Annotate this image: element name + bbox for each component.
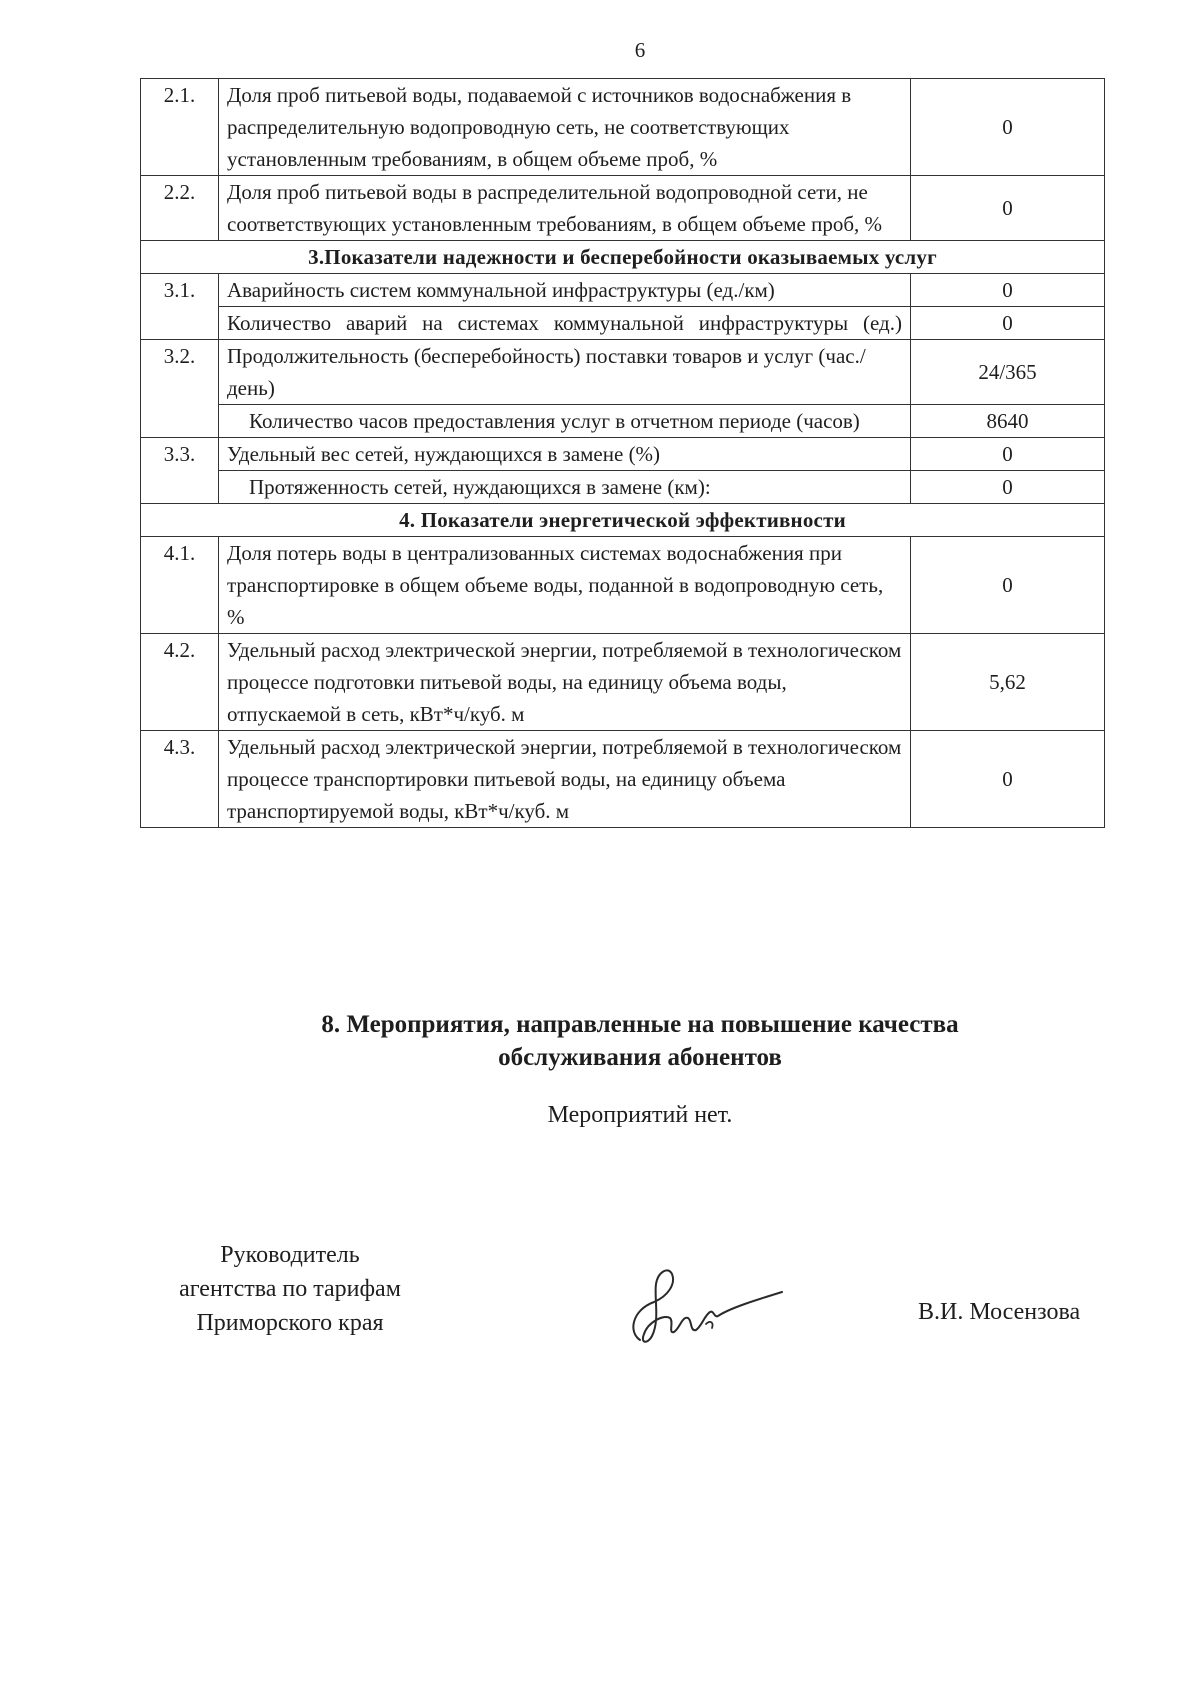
- indicator-name: Доля потерь воды в централизованных системах водоснабжения при транспортировке в общем объеме воды, поданной в водопроводную сеть, %: [219, 537, 911, 634]
- signer-title-line2: агентства по тарифам: [179, 1276, 401, 1302]
- page-number: 6: [634, 38, 646, 62]
- table-row: [141, 340, 1105, 405]
- indicator-value: 0: [911, 537, 1105, 634]
- signer-title: [130, 1238, 450, 1340]
- indicator-name: Продолжительность (бесперебойность) поставки товаров и услуг (час./день): [219, 340, 911, 405]
- indicator-value: 0: [911, 274, 1105, 307]
- row-number: 2.2.: [141, 176, 219, 241]
- row-number: 4.1.: [141, 537, 219, 634]
- table-row: [141, 731, 1105, 828]
- indicator-name: Количество часов предоставления услуг в отчетном периоде (часов): [219, 405, 911, 438]
- indicators-table-container: [140, 78, 1105, 828]
- indicator-name: Протяженность сетей, нуждающихся в замене (км):: [219, 471, 911, 504]
- indicator-value: 0: [911, 307, 1105, 340]
- table-row: [141, 307, 1105, 340]
- indicator-name: Удельный вес сетей, нуждающихся в замене (%): [219, 438, 911, 471]
- indicators-table: [140, 78, 1105, 828]
- signer-title-line1: Руководитель: [220, 1242, 360, 1268]
- indicator-value: 0: [911, 731, 1105, 828]
- section-row: [141, 504, 1105, 537]
- indicator-name: Аварийность систем коммунальной инфраструктуры (ед./км): [219, 274, 911, 307]
- table-row: [141, 176, 1105, 241]
- no-measures-text: Мероприятий нет.: [547, 1102, 733, 1128]
- section-8-heading: [140, 1008, 1140, 1074]
- row-number: 3.3.: [141, 438, 219, 504]
- signer-title-line3: Приморского края: [196, 1310, 384, 1336]
- indicator-name: Доля проб питьевой воды, подаваемой с источников водоснабжения в распределительную водопроводную сеть, не соответствующих установленным требованиям, в общем объеме проб, %: [219, 79, 911, 176]
- indicator-name: Удельный расход электрической энергии, потребляемой в технологическом процессе подготовки питьевой воды, на единицу объема воды, отпускаемой в сеть, кВт*ч/куб. м: [219, 634, 911, 731]
- row-number: 4.2.: [141, 634, 219, 731]
- indicator-value: 5,62: [911, 634, 1105, 731]
- table-row: [141, 274, 1105, 307]
- table-row: [141, 79, 1105, 176]
- section-row: [141, 241, 1105, 274]
- section-title: 3.Показатели надежности и бесперебойности оказываемых услуг: [141, 241, 1105, 274]
- indicator-value: 8640: [911, 405, 1105, 438]
- indicator-value: 0: [911, 79, 1105, 176]
- section-title: 4. Показатели энергетической эффективности: [141, 504, 1105, 537]
- section-8-heading-line1: 8. Мероприятия, направленные на повышение качества: [321, 1011, 959, 1038]
- table-row: [141, 634, 1105, 731]
- row-number: 4.3.: [141, 731, 219, 828]
- indicator-value: 0: [911, 471, 1105, 504]
- indicator-value: 0: [911, 176, 1105, 241]
- indicator-name: Доля проб питьевой воды в распределительной водопроводной сети, не соответствующих установленным требованиям, в общем объеме проб, %: [219, 176, 911, 241]
- table-row: [141, 438, 1105, 471]
- indicator-name: Удельный расход электрической энергии, потребляемой в технологическом процессе транспортировки питьевой воды, на единицу объема транспортируемой воды, кВт*ч/куб. м: [219, 731, 911, 828]
- table-row: [141, 537, 1105, 634]
- indicator-value: 0: [911, 438, 1105, 471]
- row-number: 2.1.: [141, 79, 219, 176]
- handwritten-signature: [610, 1262, 785, 1352]
- indicator-value: 24/365: [911, 340, 1105, 405]
- indicator-name: Количество аварий на системах коммунальной инфраструктуры (ед.): [219, 307, 911, 340]
- signer-name: В.И. Мосензова: [918, 1299, 1081, 1325]
- table-row: [141, 405, 1105, 438]
- row-number: 3.1.: [141, 274, 219, 340]
- table-row: [141, 471, 1105, 504]
- row-number: 3.2.: [141, 340, 219, 438]
- section-8-heading-line2: обслуживания абонентов: [498, 1044, 782, 1071]
